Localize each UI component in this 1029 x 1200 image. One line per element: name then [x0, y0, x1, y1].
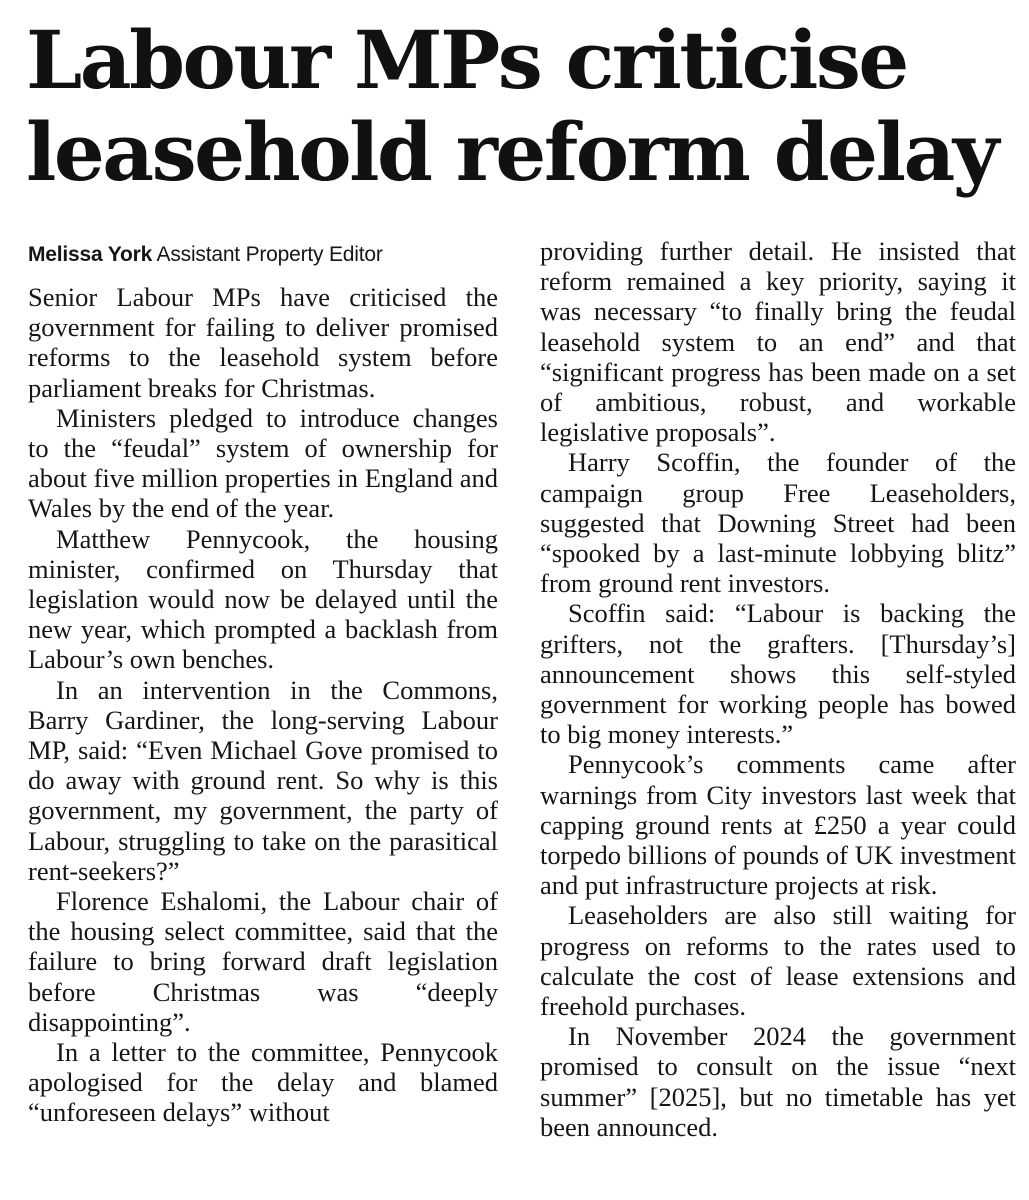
headline-line-1: Labour MPs criticise: [26, 13, 907, 107]
byline-author: Melissa York: [28, 243, 153, 266]
paragraph: Pennycook’s comments came after warnings from City investors last week that capping ground rents at £250 a year could torpedo billions of pounds of UK investment and put infrastructure projects at risk.: [540, 749, 1016, 901]
paragraph: Matthew Pennycook, the housing minister, confirmed on Thursday that legislation would now be delayed until the new year, which prompted a backlash from Labour’s own benches.: [28, 523, 498, 675]
paragraph: In an intervention in the Commons, Barry Gardiner, the long-serving Labour MP, said: “Even Michael Gove promised to do away with ground rent. So why is this government, my government, the party of Labour, struggling to take on the parasitical rent-seekers?”: [28, 674, 498, 886]
headline: [26, 14, 1016, 198]
left-column: [28, 240, 498, 1128]
right-column: [540, 236, 1016, 1142]
paragraph: Leaseholders are also still waiting for progress on reforms to the rates used to calculate the cost of lease extensions and freehold purchases.: [540, 900, 1016, 1022]
paragraph: In a letter to the committee, Pennycook apologised for the delay and blamed “unforeseen delays” without: [28, 1037, 498, 1128]
paragraph: providing further detail. He insisted that reform remained a key priority, saying it was necessary “to finally bring the feudal leasehold system to an end” and that “significant progress has been made on a set of ambitious, robust, and workable legislative proposals”.: [540, 236, 1016, 448]
paragraph: In November 2024 the government promised to consult on the issue “next summer” [2025], but no timetable has yet been announced.: [540, 1021, 1016, 1142]
paragraph: Senior Labour MPs have criticised the government for failing to deliver promised reforms to the leasehold system before parliament breaks for Christmas.: [28, 282, 498, 403]
byline: [28, 240, 498, 270]
paragraph: Florence Eshalomi, the Labour chair of the housing select committee, said that the failure to bring forward draft legislation before Christmas was “deeply disappointing”.: [28, 886, 498, 1037]
paragraph: Scoffin said: “Labour is backing the grifters, not the grafters. [Thursday’s] announcement shows this self-styled government for working people has bowed to big money interests.”: [540, 598, 1016, 750]
headline-line-2: leasehold reform delay: [26, 105, 997, 199]
paragraph: Harry Scoffin, the founder of the campaign group Free Leaseholders, suggested that Downing Street had been “spooked by a last-minute lobbying blitz” from ground rent investors.: [540, 447, 1016, 599]
paragraph: Ministers pledged to introduce changes to the “feudal” system of ownership for about five million properties in England and Wales by the end of the year.: [28, 402, 498, 524]
byline-role: Assistant Property Editor: [156, 243, 383, 266]
